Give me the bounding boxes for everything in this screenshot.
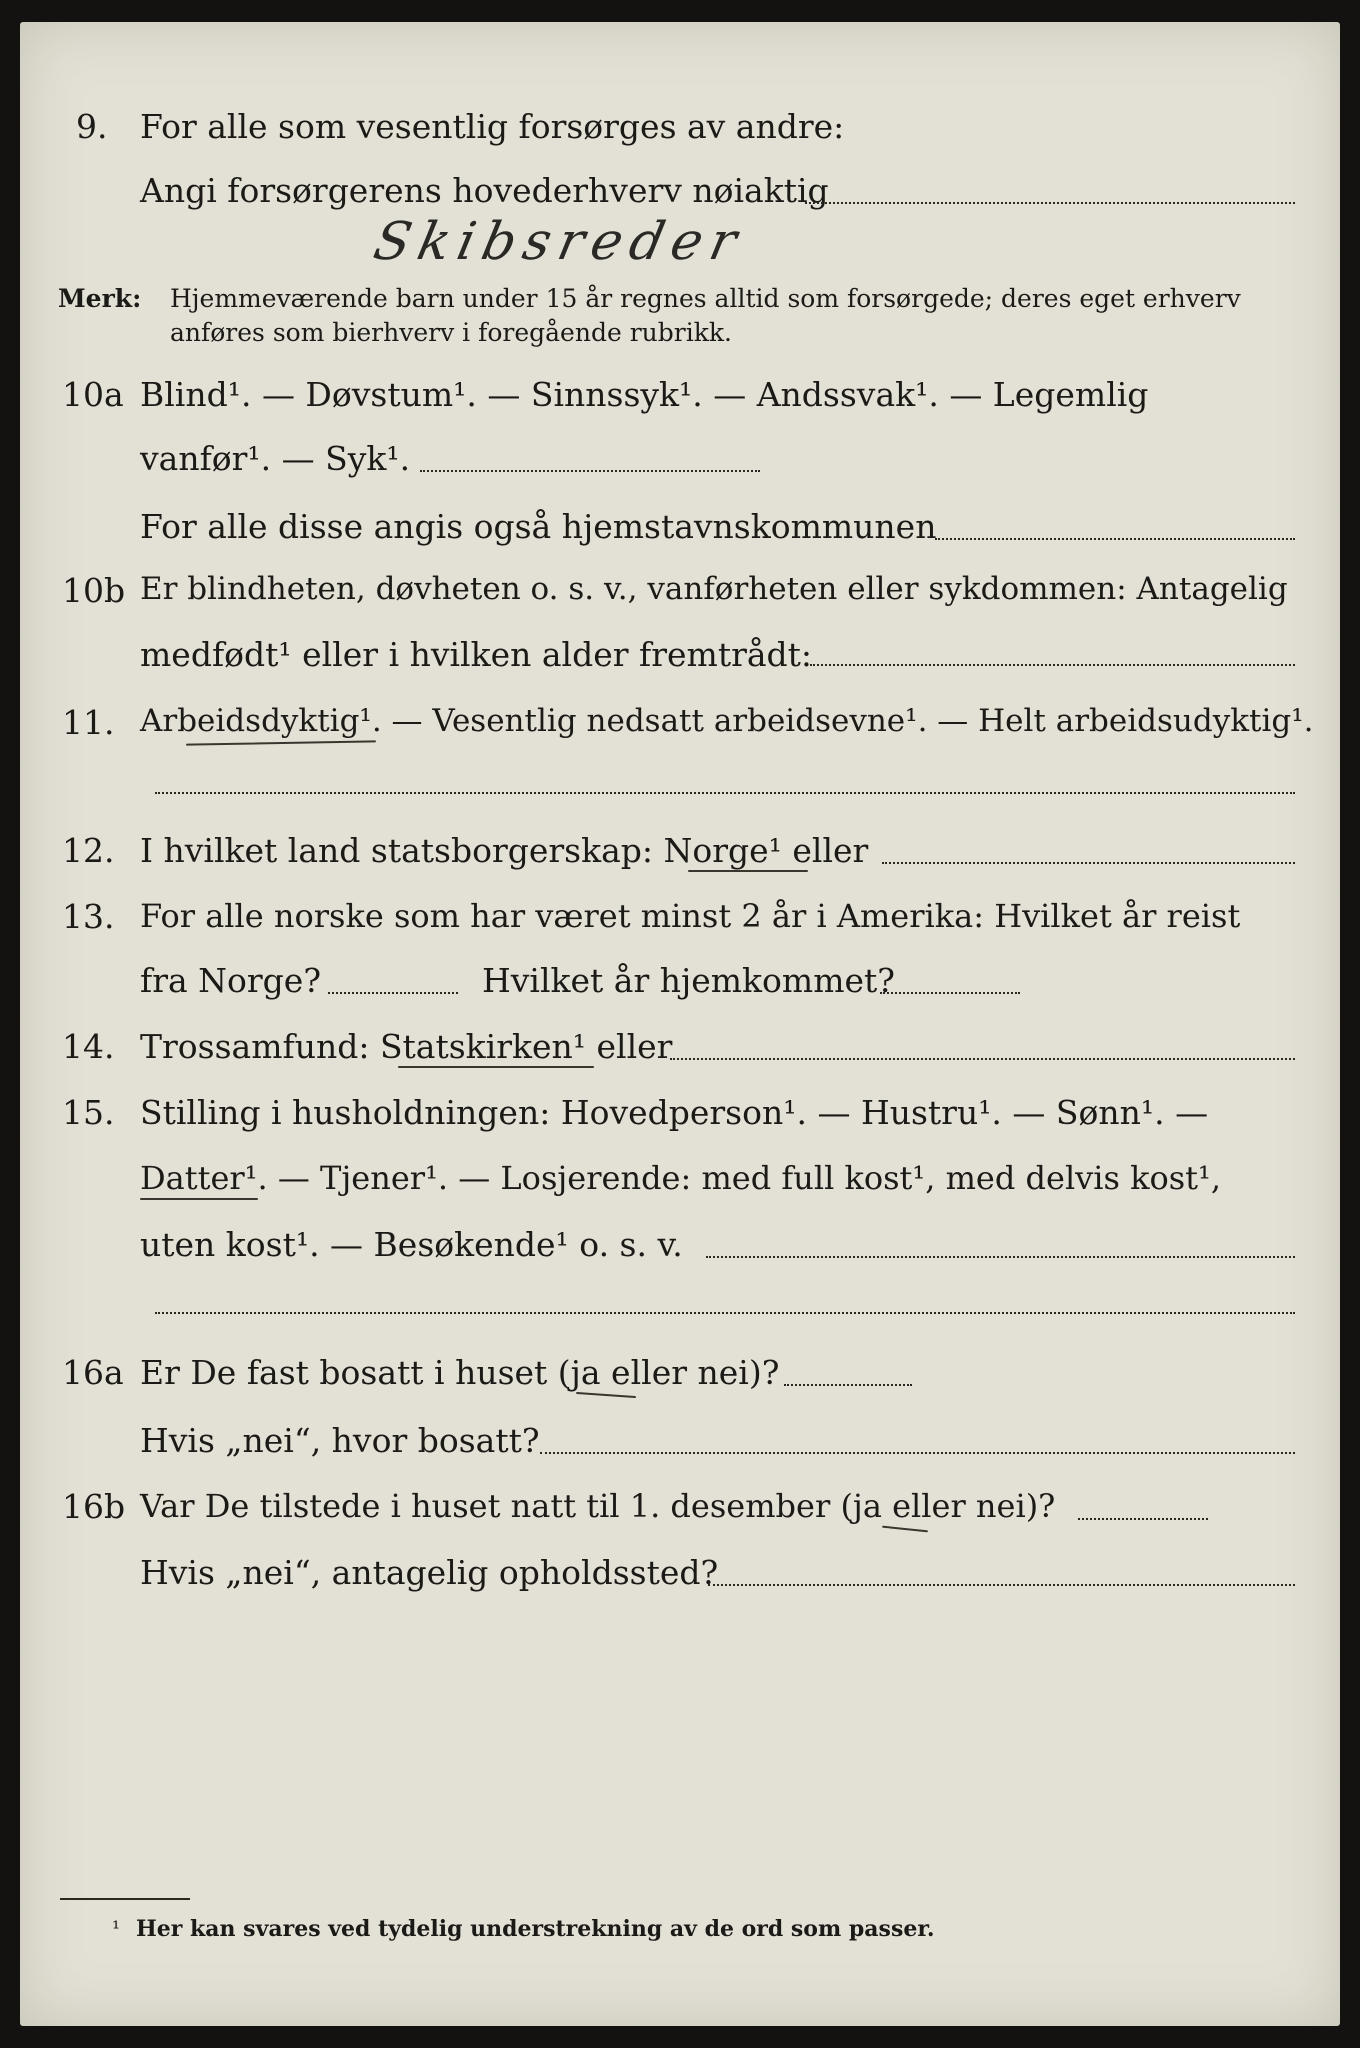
q15-line1: Stilling i husholdningen: Hovedperson¹. — Hustru¹. — Sønn¹. — [140, 1093, 1209, 1132]
q9-line1: For alle som vesentlig forsørges av andre: [140, 107, 845, 146]
q10a-line2: vanfør¹. — Syk¹. [140, 439, 411, 478]
q10a-line1: Blind¹. — Døvstum¹. — Sinnssyk¹. — Andssvak¹. — Legemlig [140, 375, 1149, 414]
q10b-line1: Er blindheten, døvheten o. s. v., vanførheten eller sykdommen: Antagelig [140, 571, 1288, 607]
q16b-line2: Hvis „nei“, antagelig opholdssted? [140, 1553, 719, 1592]
q12-norge-underline [688, 870, 808, 872]
q16b-number: 16b [62, 1487, 126, 1526]
q11-extra-line[interactable] [155, 792, 1295, 794]
q9-handwritten-answer: Skibsreder [368, 212, 750, 272]
q9-answer-line[interactable] [805, 202, 1295, 204]
q11-line1: Arbeidsdyktig¹. — Vesentlig nedsatt arbeidsevne¹. — Helt arbeidsudyktig¹. [140, 703, 1314, 739]
q12-number: 12. [62, 831, 115, 870]
q10a-line3: For alle disse angis også hjemstavnskommunen [140, 507, 937, 546]
q12-line1: I hvilket land statsborgerskap: Norge¹ eller [140, 831, 869, 870]
q15-number: 15. [62, 1093, 115, 1132]
q13-line1: For alle norske som har været minst 2 år i Amerika: Hvilket år reist [140, 897, 1241, 935]
q13-line2a: fra Norge? [140, 961, 322, 1000]
q16a-ja-underline [576, 1392, 636, 1398]
q16b-line1: Var De tilstede i huset natt til 1. desember (ja eller nei)? [140, 1487, 1056, 1525]
q10b-line2: medfødt¹ eller i hvilken alder fremtrådt: [140, 635, 813, 674]
q12-land-line[interactable] [882, 862, 1295, 864]
q16b-ja-underline [882, 1526, 928, 1533]
q10a-number: 10a [62, 375, 124, 414]
merk-label: Merk: [58, 284, 142, 313]
q16b-tilstede-line[interactable] [1078, 1518, 1208, 1520]
q15-extra-line[interactable] [155, 1312, 1295, 1314]
footnote-rule [60, 1898, 190, 1900]
q13-hjemkommet-line[interactable] [880, 992, 1020, 994]
q15-line2: Datter¹. — Tjener¹. — Losjerende: med full kost¹, med delvis kost¹, [140, 1159, 1222, 1197]
q13-reist-line[interactable] [328, 992, 458, 994]
q15-stilling-line[interactable] [706, 1256, 1295, 1258]
q10a-kommune-line[interactable] [935, 538, 1295, 540]
q10b-number: 10b [62, 571, 126, 610]
q16a-line1: Er De fast bosatt i huset (ja eller nei)? [140, 1353, 780, 1392]
q13-line2b: Hvilket år hjemkommet? [482, 961, 895, 1000]
census-form-page [20, 22, 1340, 2026]
q13-number: 13. [62, 897, 115, 936]
q16a-bosatt-line[interactable] [784, 1384, 912, 1386]
q14-statskirken-underline [398, 1066, 594, 1068]
q14-line1: Trossamfund: Statskirken¹ eller [140, 1027, 673, 1066]
q16a-line2: Hvis „nei“, hvor bosatt? [140, 1421, 540, 1460]
q14-number: 14. [62, 1027, 115, 1066]
q10b-alder-line[interactable] [810, 664, 1295, 666]
footnote-text: Her kan svares ved tydelig understrekning av de ord som passer. [136, 1916, 935, 1942]
merk-line2: anføres som bierhverv i foregående rubrikk. [170, 318, 732, 347]
footnote-mark: ¹ [112, 1916, 121, 1940]
q15-line3: uten kost¹. — Besøkende¹ o. s. v. [140, 1225, 683, 1264]
q15-datter-underline [140, 1198, 258, 1200]
q9-line2: Angi forsørgerens hovederhverv nøiaktig [140, 171, 829, 210]
q10a-syk-line[interactable] [420, 470, 760, 472]
merk-line1: Hjemmeværende barn under 15 år regnes alltid som forsørgede; deres eget erhverv [170, 284, 1241, 313]
q16a-hvor-line[interactable] [540, 1452, 1295, 1454]
q11-arbeidsdyktig-underline [186, 740, 376, 745]
q14-trossamfund-line[interactable] [670, 1058, 1295, 1060]
q9-number: 9. [76, 107, 108, 146]
q16b-opholdssted-line[interactable] [708, 1584, 1295, 1586]
q11-number: 11. [62, 703, 115, 742]
q16a-number: 16a [62, 1353, 124, 1392]
